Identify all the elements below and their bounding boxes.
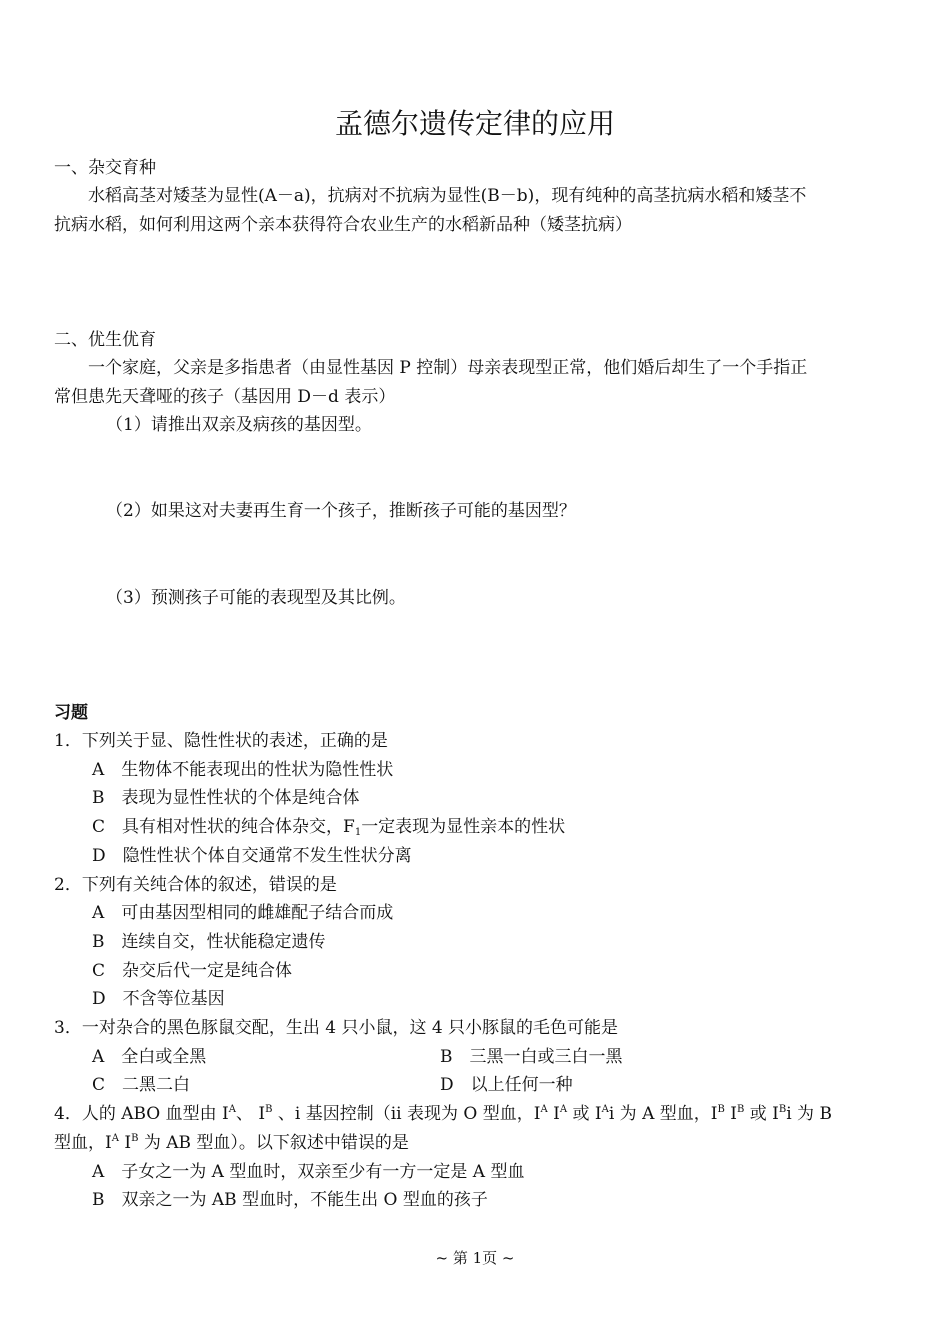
exercises-heading: 习题 xyxy=(54,703,88,723)
exercise4-option-b: B 双亲之一为 AB 型血时，不能生出 O 型血的孩子 xyxy=(92,1190,488,1210)
exercise3-option-a: A 全白或全黑 xyxy=(92,1047,207,1067)
section2-heading: 二、优生优育 xyxy=(54,330,156,350)
exercise2-option-b: B 连续自交，性状能稳定遗传 xyxy=(92,932,326,952)
section1-heading: 一、杂交育种 xyxy=(54,158,156,178)
exercise1-stem: 1．下列关于显、隐性性状的表述，正确的是 xyxy=(54,731,388,751)
exercise2-option-c: C 杂交后代一定是纯合体 xyxy=(92,961,293,981)
page-footer: ~ 第 1页 ~ xyxy=(435,1249,515,1267)
section2-question-1: （1）请推出双亲及病孩的基因型。 xyxy=(106,415,372,435)
page-title: 孟德尔遗传定律的应用 xyxy=(334,107,615,140)
exercise1-option-c: C 具有相对性状的纯合体杂交，$F_1$一定表现为显性亲本的性状 xyxy=(92,817,566,838)
section1-paragraph-line1: 水稻高茎对矮茎为显性(A－a)，抗病对不抗病为显性(B－b)，现有纯种的高茎抗病水稻和矮茎不 xyxy=(88,186,807,206)
exercise1-option-b: B 表现为显性性状的个体是纯合体 xyxy=(92,788,360,808)
section2-paragraph-line1: 一个家庭，父亲是多指患者（由显性基因 P 控制）母亲表现型正常，他们婚后却生了一个手指正 xyxy=(88,358,808,378)
section2-question-3: （3）预测孩子可能的表现型及其比例。 xyxy=(106,588,406,608)
exercise4-stem-line1: 4．人的 ABO 血型由 $I^A$、 $I^B$ 、i 基因控制（ii 表现为 O 型血，$I^A$ $I^A$ 或 $I^Ai$ 为 A 型血，$I^B$ $I^B$ 或 $I^Bi$ 为 B xyxy=(54,1104,832,1124)
exercise2-option-d: D 不含等位基因 xyxy=(92,989,225,1009)
exercise1-option-a: A 生物体不能表现出的性状为隐性性状 xyxy=(92,760,394,780)
exercise2-option-a: A 可由基因型相同的雌雄配子结合而成 xyxy=(92,903,394,923)
exercise3-option-b: B 三黑一白或三白一黑 xyxy=(440,1047,623,1067)
exercise4-stem-line2: 型血，$I^A$ $I^B$ 为 AB 型血）。以下叙述中错误的是 xyxy=(54,1133,409,1153)
exercise1-option-d: D 隐性性状个体自交通常不发生性状分离 xyxy=(92,846,412,866)
exercise3-option-c: C 二黑二白 xyxy=(92,1075,191,1095)
section2-paragraph-line2: 常但患先天聋哑的孩子（基因用 D－d 表示） xyxy=(54,387,396,407)
section2-question-2: （2）如果这对夫妻再生育一个孩子，推断孩子可能的基因型？ xyxy=(106,501,576,521)
exercise3-option-d: D 以上任何一种 xyxy=(440,1075,573,1095)
exercise4-option-a: A 子女之一为 A 型血时，双亲至少有一方一定是 A 型血 xyxy=(92,1162,525,1182)
exercise3-stem: 3．一对杂合的黑色豚鼠交配，生出 4 只小鼠，这 4 只小豚鼠的毛色可能是 xyxy=(54,1018,619,1038)
exercise2-stem: 2．下列有关纯合体的叙述，错误的是 xyxy=(54,875,337,895)
section1-paragraph-line2: 抗病水稻，如何利用这两个亲本获得符合农业生产的水稻新品种（矮茎抗病） xyxy=(54,215,632,235)
